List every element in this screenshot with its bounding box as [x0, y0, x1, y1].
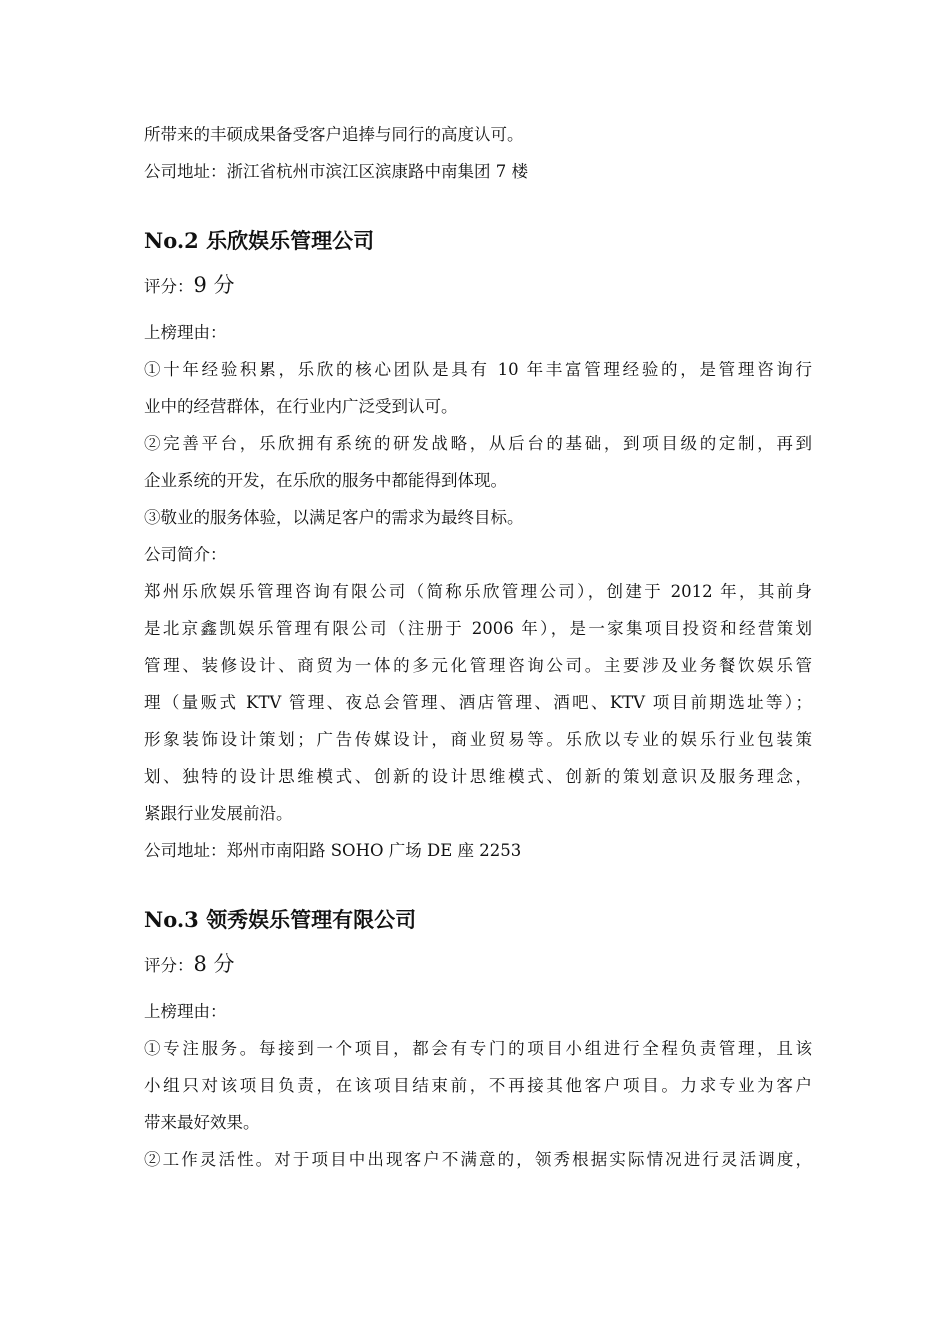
reason-line: 带来最好效果。 [144, 1113, 260, 1132]
score-label: 评分： [144, 956, 194, 975]
reason-label: 上榜理由： [144, 1002, 227, 1021]
intro-label: 公司简介： [144, 545, 227, 564]
company1-address: 公司地址：浙江省杭州市滨江区滨康路中南集团 7 楼 [144, 162, 528, 181]
intro-text-line: 郑州乐欣娱乐管理咨询有限公司（简称乐欣管理公司），创建于 2012 年，其前身 [144, 582, 812, 601]
reason-line: ①专注服务。每接到一个项目，都会有专门的项目小组进行全程负责管理，且该 [144, 1039, 812, 1058]
intro-text-line: 管理、装修设计、商贸为一体的多元化管理咨询公司。主要涉及业务餐饮娱乐管 [144, 656, 812, 675]
reason-line: ②工作灵活性。对于项目中出现客户不满意的，领秀根据实际情况进行灵活调度， [144, 1150, 812, 1169]
intro-text-line: 理（量贩式 KTV 管理、夜总会管理、酒店管理、酒吧、KTV 项目前期选址等）； [144, 693, 812, 712]
company2-section [144, 226, 812, 869]
reason-line: ③敬业的服务体验，以满足客户的需求为最终目标。 [144, 508, 524, 527]
document-page [144, 116, 812, 1178]
intro-text-line: 紧跟行业发展前沿。 [144, 804, 293, 823]
company3-heading: No.3 领秀娱乐管理有限公司 [144, 907, 417, 932]
intro-text-line: 划、独特的设计思维模式、创新的设计思维模式、创新的策划意识及服务理念， [144, 767, 812, 786]
company2-address: 公司地址：郑州市南阳路 SOHO 广场 DE 座 2253 [144, 841, 522, 860]
reason-label: 上榜理由： [144, 323, 227, 342]
score-label: 评分： [144, 277, 194, 296]
score-value: 9 分 [193, 273, 235, 297]
reason-line: ②完善平台，乐欣拥有系统的研发战略，从后台的基础，到项目级的定制，再到 [144, 434, 812, 453]
company3-score [144, 949, 812, 981]
reason-line: 企业系统的开发，在乐欣的服务中都能得到体现。 [144, 471, 507, 490]
reason-line: 小组只对该项目负责，在该项目结束前，不再接其他客户项目。力求专业为客户 [144, 1076, 812, 1095]
intro-line: 所带来的丰硕成果备受客户追捧与同行的高度认可。 [144, 125, 524, 144]
intro-text-line: 形象装饰设计策划；广告传媒设计，商业贸易等。乐欣以专业的娱乐行业包装策 [144, 730, 812, 749]
company2-heading: No.2 乐欣娱乐管理公司 [144, 228, 375, 253]
company3-section [144, 905, 812, 1178]
intro-text-line: 是北京鑫凯娱乐管理有限公司（注册于 2006 年），是一家集项目投资和经营策划 [144, 619, 812, 638]
intro-section [144, 116, 812, 190]
score-value: 8 分 [193, 952, 235, 976]
reason-line: 业中的经营群体，在行业内广泛受到认可。 [144, 397, 458, 416]
reason-line: ①十年经验积累，乐欣的核心团队是具有 10 年丰富管理经验的，是管理咨询行 [144, 360, 812, 379]
company2-score [144, 270, 812, 302]
